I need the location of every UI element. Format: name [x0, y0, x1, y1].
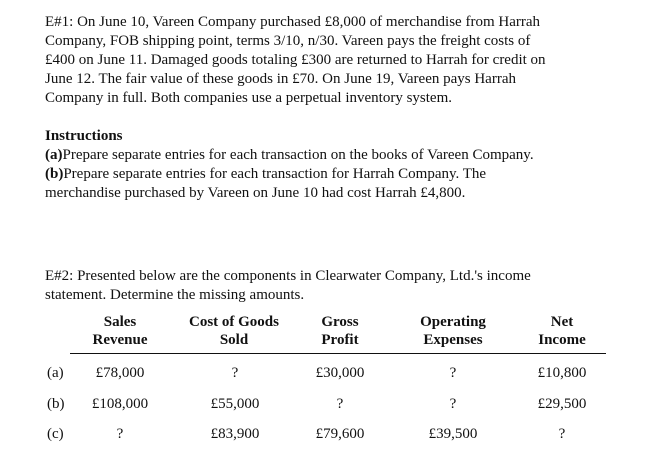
header-cost-of-goods-sold	[178, 313, 290, 349]
instructions-heading: Instructions	[45, 128, 123, 144]
exercise-1-line: £400 on June 11. Damaged goods totaling £300 are returned to Harrah for credit on	[45, 52, 546, 68]
instruction-b-continued: merchandise purchased by Vareen on June 10 had cost Harrah £4,800.	[45, 185, 466, 201]
header-underline	[70, 353, 606, 354]
row-c-gross-profit: £79,600	[315, 426, 365, 442]
header-line: Net	[550, 314, 574, 330]
instruction-a	[45, 146, 645, 165]
header-line: Sales	[103, 314, 137, 330]
row-c-operating-expenses: £39,500	[428, 426, 478, 442]
instruction-b-text: Prepare separate entries for each transaction for Harrah Company. The	[63, 166, 487, 182]
row-a-net-income: £10,800	[537, 365, 587, 381]
row-c-cogs: £83,900	[210, 426, 260, 442]
row-b-operating-expenses: ?	[449, 396, 457, 412]
instruction-a-text: Prepare separate entries for each transaction on the books of Vareen Company.	[62, 147, 534, 163]
exercise-1-line: June 12. The fair value of these goods in £70. On June 19, Vareen pays Harrah	[45, 71, 516, 87]
header-line: Sold	[219, 332, 249, 348]
row-b-sales: £108,000	[91, 396, 149, 412]
header-line: Income	[538, 332, 586, 348]
exercise-1-text	[45, 13, 645, 108]
header-gross-profit	[300, 313, 380, 349]
instruction-a-label: (a)	[45, 147, 63, 163]
exercise-1-line: E#1: On June 10, Vareen Company purchased £8,000 of merchandise from Harrah	[45, 14, 540, 30]
row-a-sales: £78,000	[95, 365, 145, 381]
row-b-label: (b)	[47, 396, 65, 412]
row-a-label: (a)	[47, 365, 64, 381]
header-sales-revenue	[75, 313, 165, 349]
header-line: Revenue	[92, 332, 148, 348]
instruction-b-label: (b)	[45, 166, 64, 182]
row-c-label: (c)	[47, 426, 64, 442]
row-b-net-income: £29,500	[537, 396, 587, 412]
row-b-cogs: £55,000	[210, 396, 260, 412]
header-line: Expenses	[423, 332, 483, 348]
header-net-income	[525, 313, 599, 349]
row-c-net-income: ?	[558, 426, 566, 442]
header-line: Operating	[420, 314, 486, 330]
exercise-2-line: statement. Determine the missing amounts.	[45, 287, 305, 303]
row-a-cogs: ?	[231, 365, 239, 381]
exercise-1-line: Company, FOB shipping point, terms 3/10, n/30. Vareen pays the freight costs of	[45, 33, 531, 49]
header-operating-expenses	[407, 313, 499, 349]
exercise-1-line: Company in full. Both companies use a perpetual inventory system.	[45, 90, 453, 106]
row-a-gross-profit: £30,000	[315, 365, 365, 381]
row-b-gross-profit: ?	[336, 396, 344, 412]
header-line: Cost of Goods	[188, 314, 279, 330]
exercise-2-text	[45, 267, 645, 305]
exercise-2-line: E#2: Presented below are the components in Clearwater Company, Ltd.'s income	[45, 268, 531, 284]
header-line: Gross	[321, 314, 359, 330]
row-a-operating-expenses: ?	[449, 365, 457, 381]
instruction-b	[45, 165, 645, 184]
instructions-block	[45, 127, 645, 203]
row-c-sales: ?	[116, 426, 124, 442]
header-line: Profit	[321, 332, 359, 348]
